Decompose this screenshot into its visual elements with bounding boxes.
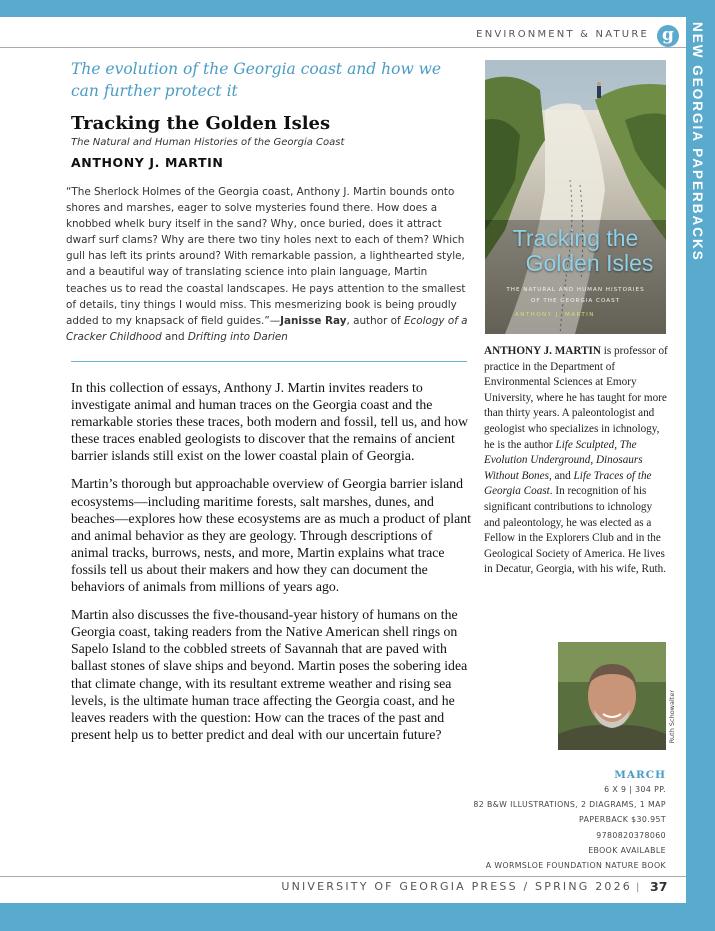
author-portrait xyxy=(558,642,666,750)
book-tagline: The evolution of the Georgia coast and how we can further protect it xyxy=(71,60,442,100)
book-description xyxy=(71,379,471,754)
spec-line: PAPERBACK $30.95T xyxy=(578,815,666,825)
series-side-label: NEW GEORGIA PAPERBACKS xyxy=(690,22,705,262)
publication-month: MARCH xyxy=(614,769,666,781)
reviewer-work: Drifting into Darien xyxy=(187,330,288,343)
spec-line: 9780820378060 xyxy=(596,830,666,840)
bio-author-name: ANTHONY J. MARTIN xyxy=(484,345,601,357)
book-subtitle: The Natural and Human Histories of the Georgia Coast xyxy=(71,137,345,148)
spec-line: A WORMSLOE FOUNDATION NATURE BOOK xyxy=(485,861,666,871)
reviewer-work: Ecology of a Cracker Childhood xyxy=(66,314,468,343)
book-author: ANTHONY J. MARTIN xyxy=(71,155,224,170)
quote-text: “The Sherlock Holmes of the Georgia coast, Anthony J. Martin bounds onto shores and marshes, eager to solve mysteries found there. How does a knobbed whelk bury itself in the sand? Why, once buried, does it attract dwarf surf clams? Why are there two tiny holes next to each of them? Which gull has left its prints around? With remarkable passion, a lighthearted style, and a beautiful way of translating science into plain language, Martin teaches us to read the coastal landscapes. He pays attention to the smallest of details, tiny things I would miss. This mesmerizing book is being proudly added to my knapsack of field guides.”— xyxy=(66,186,466,327)
endorsement-quote: “The Sherlock Holmes of the Georgia coast, Anthony J. Martin bounds onto shores and marshes, eager to solve mysteries found there. How does a knobbed whelk bury itself in the sand? Why, once buried, does it attract dwarf surf clams? Why are there two tiny holes next to each of them? Which gull has left its prints around? With remarkable passion, a lighthearted style, and a beautiful way of translating science into plain language, Martin teaches us to read the coastal landscapes. He pays attention to the smallest of details, tiny things I would miss. This mesmerizing book is being proudly added to my knapsack of field guides.”—Janisse Ray, author of Ecology of a Cracker Childhood and Drifting into Darien xyxy=(66,186,468,343)
book-title: Tracking the Golden Isles xyxy=(71,113,331,134)
footer-publisher: UNIVERSITY OF GEORGIA PRESS / SPRING 2026 xyxy=(281,880,632,893)
book-specs xyxy=(436,768,666,873)
header-divider xyxy=(0,47,686,48)
cover-title: Tracking the Golden Isles xyxy=(512,225,654,276)
section-label: ENVIRONMENT & NATURE xyxy=(476,29,649,40)
cover-subtitle: THE NATURAL AND HUMAN HISTORIES OF THE GEORGIA COAST xyxy=(506,287,645,304)
spec-line: 6 X 9 | 304 PP. xyxy=(604,785,666,794)
bio-works: Life Sculpted, The Evolution Underground, Dinosaurs Without Bones, xyxy=(484,438,643,482)
footer-separator: | xyxy=(636,882,640,893)
cover-author: ANTHONY J. MARTIN xyxy=(515,312,595,318)
author-bio: ANTHONY J. MARTIN is professor of practice in the Department of Environmental Sciences at Emory University, where he has taught for more than thirty years. A paleontologist and geologist who specializes in ichnology, he is the author Life Sculpted, The Evolution Underground, Dinosaurs Without Bones, and Life Traces of the Georgia Coast. In recognition of his significant contributions to ichnology and paleontology, he was elected as a Fellow in the Explorers Club and in the Geological Society of America. He lives in Decatur, Georgia, with his wife, Ruth. xyxy=(484,345,668,576)
uga-press-logo-icon: g xyxy=(657,25,679,47)
bottom-color-bar xyxy=(0,903,715,931)
blurb-divider xyxy=(71,361,467,362)
spec-line: 82 B&W ILLUSTRATIONS, 2 DIAGRAMS, 1 MAP xyxy=(473,800,666,810)
photo-credit: Ruth Schowalter xyxy=(668,690,676,744)
page-number: 37 xyxy=(650,879,668,894)
book-cover-image xyxy=(485,60,666,334)
bio-work: Life Traces of the Georgia Coast xyxy=(484,469,652,498)
description-paragraph: Martin’s thorough but approachable overview of Georgia barrier island ecosystems—including maritime forests, salt marshes, dunes, and beaches—explores how these ecosystems are as much a product of plant and animal behavior as they are geology. Through descriptions of animal tracks, burrows, nests, and more, Martin explains what trace fossils tell us about their makers and how they can document the behaviors of animals from millions of years ago. xyxy=(71,476,471,595)
description-paragraph: Martin also discusses the five-thousand-year history of humans on the Georgia coast, taking readers from the Native American shell rings on Sapelo Island to the cobbled streets of Savannah that are paved with ballast stones of slave ships and beyond. Martin poses the sobering idea that climate change, with its resultant extreme weather and rising sea levels, is the ultimate human trace affecting the Georgia coast, and he leaves readers with the question: How can the traces of the past and present help us to better predict and deal with our uncertain future? xyxy=(71,607,468,742)
reviewer-name: Janisse Ray xyxy=(280,314,347,327)
author-photo xyxy=(558,642,666,750)
top-color-bar xyxy=(0,0,715,17)
footer-divider xyxy=(0,876,686,877)
spec-line: EBOOK AVAILABLE xyxy=(588,845,666,855)
description-paragraph: In this collection of essays, Anthony J. Martin invites readers to investigate animal and human traces on the Georgia coast and the remarkable stories these traces, both modern and fossil, tell us, and how these traces enabled geologists to discover that the remains of ancient barrier islands still exist on the lower coastal plain of Georgia. xyxy=(71,380,468,464)
